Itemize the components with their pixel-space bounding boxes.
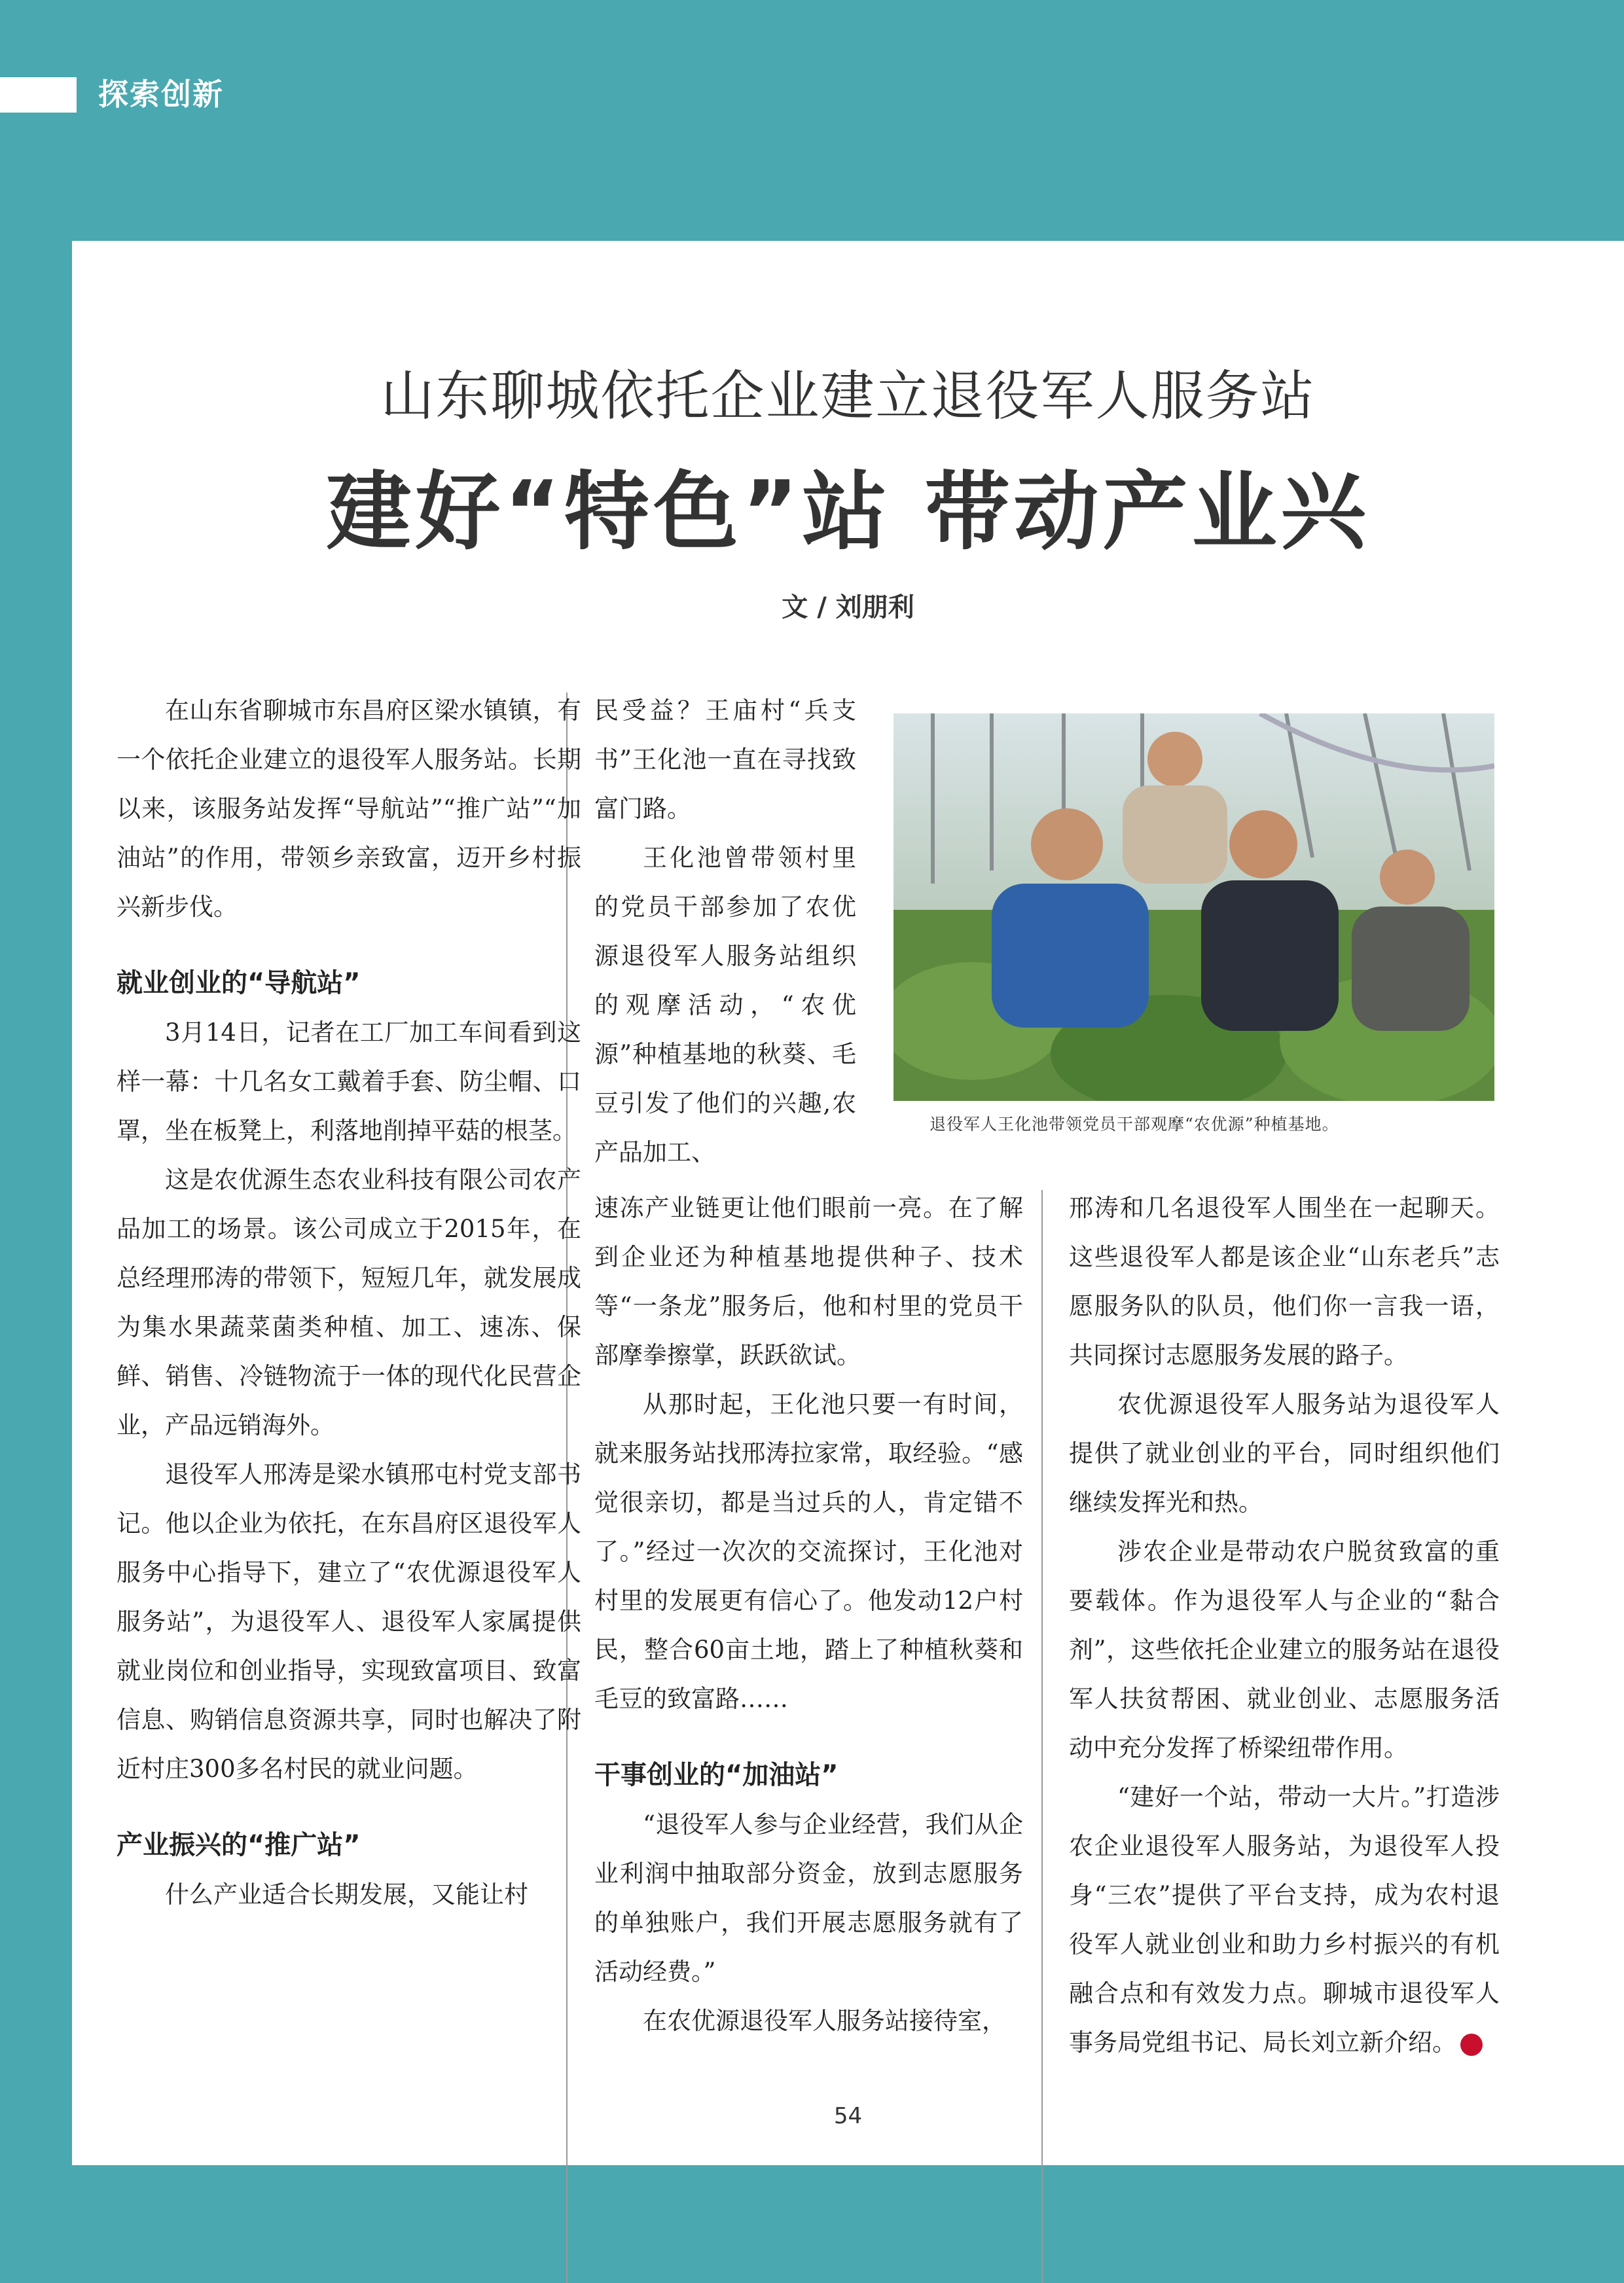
greenhouse-photo-illustration <box>893 713 1494 1101</box>
article-column-1 <box>117 686 581 1919</box>
article-subtitle: 山东聊城依托企业建立退役军人服务站 <box>380 365 1316 427</box>
page-number: 54 <box>833 2103 863 2129</box>
article-byline: 文 / 刘朋利 <box>782 592 914 622</box>
article-photo <box>893 713 1494 1101</box>
paragraph: 3月14日，记者在工厂加工车间看到这样一幕：十几名女工戴着手套、防尘帽、口罩，坐在板凳上，利落地削掉平菇的根茎。 <box>117 1018 581 1145</box>
paragraph: “退役军人参与企业经营，我们从企业利润中抽取部分资金，放到志愿服务的单独账户，我们开展志愿服务就有了活动经费。” <box>594 1810 1023 1986</box>
section-heading: 产业振兴的“推广站” <box>117 1830 361 1860</box>
section-label: 探索创新 <box>98 77 224 112</box>
paragraph: 在山东省聊城市东昌府区梁水镇镇，有一个依托企业建立的退役军人服务站。长期以来，该服务站发挥“导航站”“推广站”“加油站”的作用，带领乡亲致富，迈开乡村振兴新步伐。 <box>117 696 581 921</box>
paragraph: 从那时起，王化池只要一有时间，就来服务站找邢涛拉家常，取经验。“感觉很亲切，都是当过兵的人，肯定错不了。”经过一次次的交流探讨，王化池对村里的发展更有信心了。他发动12户村民，整合60亩土地，踏上了种植秋葵和毛豆的致富路…… <box>594 1390 1023 1713</box>
article-column-2-bottom <box>594 1183 1023 2045</box>
paragraph: 邢涛和几名退役军人围坐在一起聊天。这些退役军人都是该企业“山东老兵”志愿服务队的队员，他们你一言我一语，共同探讨志愿服务发展的路子。 <box>1069 1194 1500 1369</box>
paragraph: 退役军人邢涛是梁水镇邢屯村党支部书记。他以企业为依托，在东昌府区退役军人服务中心指导下，建立了“农优源退役军人服务站”，为退役军人、退役军人家属提供就业岗位和创业指导，实现致富项目、致富信息、购销信息资源共享，同时也解决了附近村庄300多名村民的就业问题。 <box>117 1460 581 1783</box>
paragraph: 在农优源退役军人服务站接待室， <box>643 2007 1006 2035</box>
paragraph: 涉农企业是带动农户脱贫致富的重要载体。作为退役军人与企业的“黏合剂”，这些依托企业建立的服务站在退役军人扶贫帮困、就业创业、志愿服务活动中充分发挥了桥梁纽带作用。 <box>1069 1537 1500 1762</box>
section-heading: 就业创业的“导航站” <box>117 968 361 998</box>
article-column-2-top <box>594 686 856 1177</box>
header-accent-block <box>0 77 77 113</box>
paragraph: 农优源退役军人服务站为退役军人提供了就业创业的平台，同时组织他们继续发挥光和热。 <box>1069 1390 1500 1517</box>
paragraph: 王化池曾带领村里的党员干部参加了农优源退役军人服务站组织的观摩活动，“农优源”种植基地的秋葵、毛豆引发了他们的兴趣,农产品加工、 <box>594 844 856 1166</box>
paragraph: 什么产业适合长期发展，又能让村 <box>165 1880 528 1909</box>
photo-caption: 退役军人王化池带领党员干部观摩“农优源”种植基地。 <box>929 1115 1339 1134</box>
article-page <box>72 241 1624 2165</box>
section-heading: 干事创业的“加油站” <box>594 1760 839 1790</box>
paragraph: 速冻产业链更让他们眼前一亮。在了解到企业还为种植基地提供种子、技术等“一条龙”服务后，他和村里的党员干部摩拳擦掌，跃跃欲试。 <box>594 1194 1023 1369</box>
paragraph <box>1069 1772 1521 2067</box>
paragraph: 这是农优源生态农业科技有限公司农产品加工的场景。该公司成立于2015年，在总经理邢涛的带领下，短短几年，就发展成为集水果蔬菜菌类种植、加工、速冻、保鲜、销售、冷链物流于一体的现代化民营企业，产品远销海外。 <box>117 1166 581 1439</box>
article-title: 建好“特色”站 带动产业兴 <box>326 462 1370 562</box>
end-mark-icon: V <box>1460 2034 1483 2056</box>
paragraph: 民受益？王庙村“兵支书”王化池一直在寻找致富门路。 <box>594 696 856 823</box>
paragraph-text: “建好一个站，带动一大片。”打造涉农企业退役军人服务站，为退役军人投身“三农”提供了平台支持，成为农村退役军人就业创业和助力乡村振兴的有机融合点和有效发力点。聊城市退役军人事务局党组书记、局长刘立新介绍。 <box>1069 1783 1500 2057</box>
article-column-3 <box>1069 1183 1521 2067</box>
